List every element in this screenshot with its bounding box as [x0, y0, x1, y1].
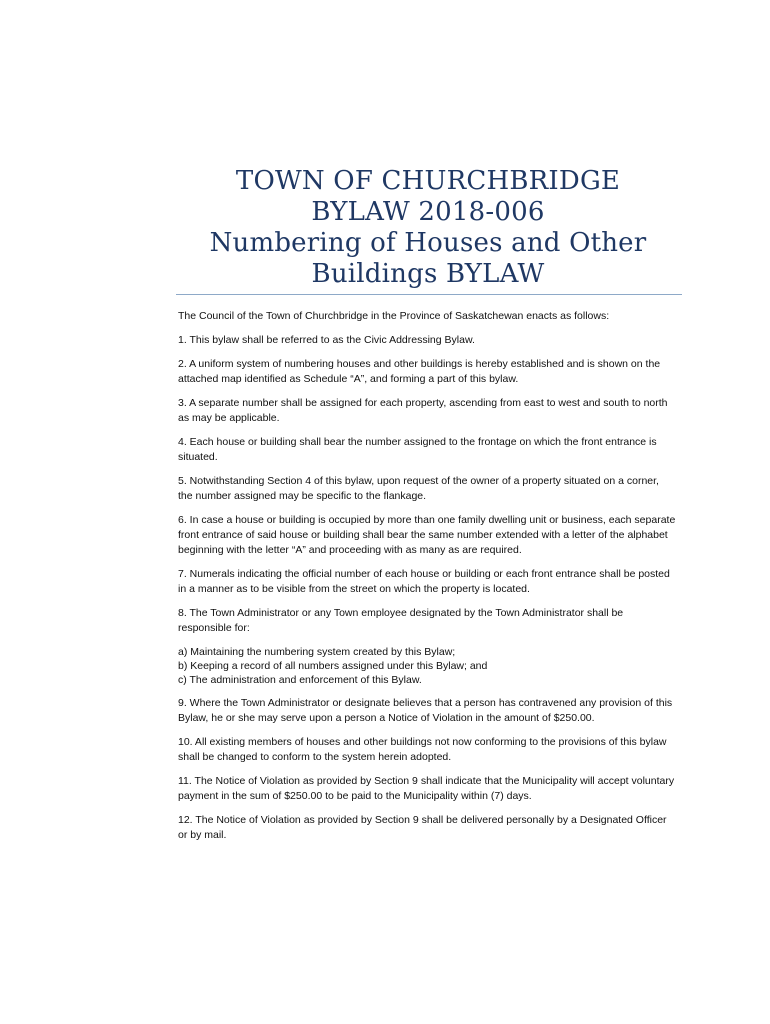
document-title: [178, 166, 678, 290]
title-divider: [176, 294, 682, 295]
section-8: 8. The Town Administrator or any Town employee designated by the Town Administrator shall be responsible for:: [178, 607, 624, 634]
responsibility-item-a: a) Maintaining the numbering system created by this Bylaw;: [178, 646, 456, 658]
title-line-subject-2: Buildings BYLAW: [311, 259, 545, 289]
section-5: 5. Notwithstanding Section 4 of this bylaw, upon request of the owner of a property situated on a corner, the number assigned may be specific to the flankage.: [178, 475, 659, 502]
responsibilities-list: [178, 645, 676, 687]
title-line-town: TOWN OF CHURCHBRIDGE: [235, 166, 621, 196]
bylaw-body: [178, 309, 676, 852]
section-9: 9. Where the Town Administrator or designate believes that a person has contravened any provision of this Bylaw, he or she may serve upon a person a Notice of Violation in the amount of $250.00.: [178, 697, 673, 724]
responsibility-item-b: b) Keeping a record of all numbers assigned under this Bylaw; and: [178, 660, 488, 672]
section-3: 3. A separate number shall be assigned for each property, ascending from east to west and south to north as may be applicable.: [178, 397, 668, 424]
title-line-subject-1: Numbering of Houses and Other: [209, 228, 647, 258]
intro-paragraph: The Council of the Town of Churchbridge in the Province of Saskatchewan enacts as follows:: [178, 310, 610, 322]
section-2: 2. A uniform system of numbering houses and other buildings is hereby established and is shown on the attached map identified as Schedule “A”, and forming a part of this bylaw.: [178, 358, 661, 385]
title-line-bylaw-number: BYLAW 2018-006: [311, 197, 545, 227]
section-11: 11. The Notice of Violation as provided by Section 9 shall indicate that the Municipality will accept voluntary payment in the sum of $250.00 to be paid to the Municipality within (7) days.: [178, 775, 675, 802]
section-12: 12. The Notice of Violation as provided by Section 9 shall be delivered personally by a Designated Officer or by mail.: [178, 814, 667, 841]
section-7: 7. Numerals indicating the official number of each house or building or each front entrance shall be posted in a manner as to be visible from the street on which the property is located.: [178, 568, 670, 595]
section-6: 6. In case a house or building is occupied by more than one family dwelling unit or business, each separate front entrance of said house or building shall bear the same number extended with a letter of the alphabet beginning with the letter “A” and proceeding with as many as are required.: [178, 514, 676, 556]
section-10: 10. All existing members of houses and other buildings not now conforming to the provisions of this bylaw shall be changed to conform to the system herein adopted.: [178, 736, 667, 763]
responsibility-item-c: c) The administration and enforcement of this Bylaw.: [178, 674, 422, 686]
section-4: 4. Each house or building shall bear the number assigned to the frontage on which the front entrance is situated.: [178, 436, 657, 463]
section-1: 1. This bylaw shall be referred to as the Civic Addressing Bylaw.: [178, 334, 475, 346]
